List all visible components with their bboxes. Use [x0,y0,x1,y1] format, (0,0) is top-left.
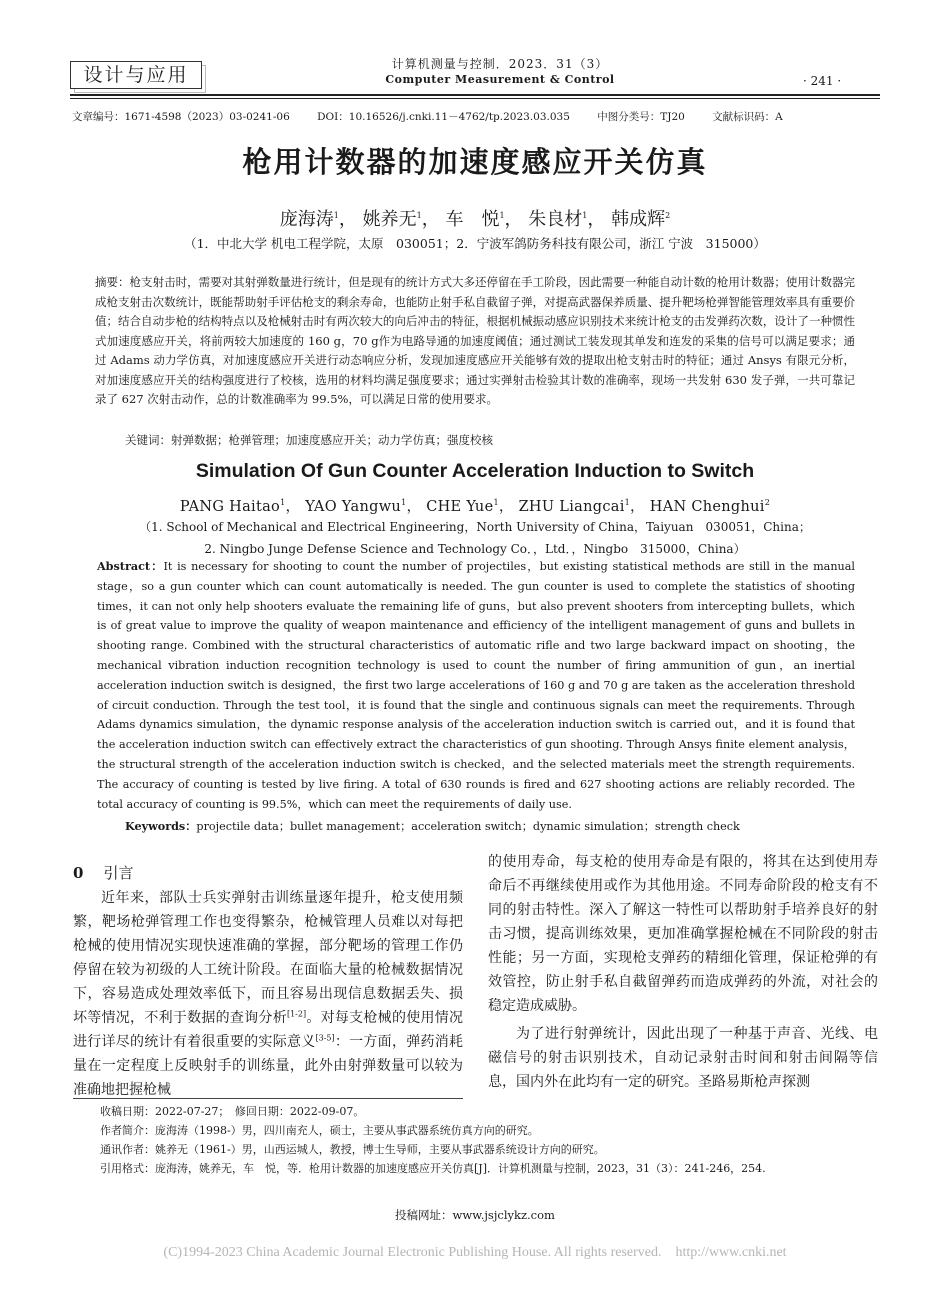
citation-format: 引用格式：庞海涛，姚养无，车 悦，等．枪用计数器的加速度感应开关仿真[J]．计算机测量与控制，2023，31（3）：241-246，254. [100,1162,766,1175]
citation-ref[interactable]: [3-5] [315,1033,335,1043]
keywords-label: Keywords： [125,819,197,833]
affiliation-en-2: 2. Ningbo Junge Defense Science and Technology Co．，Ltd．，Ningbo 315000，China） [204,542,746,556]
author: 朱良材$^1$ [528,209,588,230]
section-badge: 设计与应用 [70,61,202,89]
paragraph: 近年来，部队士兵实弹射击训练量逐年提升，枪支使用频繁，靶场枪弹管理工作也变得繁杂，枪械管理人员难以对每把枪械的使用情况实现快速准确的掌握，部分靶场的管理工作仍停留在较为初级的人工统计阶段。在面临大量的枪械数据情况下，容易造成处理效率低下，而且容易出现信息数据丢失、损坏等情况，不利于数据的查询分析[1-2]。对每支枪械的使用情况进行详尽的统计有着很重要的实际意义[3-5]：一方面，弹药消耗量在一定程度上反映射手的训练量，此外由射弹数量可以较为准确地把握枪械 [73,890,464,1098]
keywords-cn: 关键词：射弹数据；枪弹管理；加速度感应开关；动力学仿真；强度校核 [125,433,493,447]
title-en: Simulation Of Gun Counter Acceleration Induction to Switch [195,460,755,482]
keywords-en-text: projectile data；bullet management；acceleration switch；dynamic simulation；strength check [196,820,740,833]
authors-cn: 庞海涛$^1$， 姚养无$^1$， 车 悦$^1$， 朱良材$^1$， 韩成辉$^2$ [279,209,671,230]
section-title: 引言 [103,864,134,882]
document-code: 文献标识码：A [712,111,783,123]
author-bio: 作者简介：庞海涛（1998-）男，四川南充人，硕士，主要从事武器系统仿真方向的研究。 [100,1124,539,1137]
citation-ref[interactable]: [1-2] [286,1009,307,1019]
paragraph: 为了进行射弹统计，因此出现了一种基于声音、光线、电磁信号的射击识别技术，自动记录射击时间和射击间隔等信息，国内外在此均有一定的研究。圣路易斯枪声探测 [488,1026,878,1090]
author: CHE Yue$^1$ [426,498,499,515]
body-column-right [488,850,878,1094]
footnotes [100,1102,880,1178]
journal-name-en: Computer Measurement & Control [385,73,615,86]
body-column-left [73,860,463,1102]
section-heading [73,860,463,886]
corresponding-author: 通讯作者：姚养无（1961-）男，山西运城人，教授，博士生导师，主要从事武器系统设计方向的研究。 [100,1143,605,1156]
author: YAO Yangwu$^1$ [305,498,407,515]
abstract-cn: 摘要：枪支射击时，需要对其射弹数量进行统计，但是现有的统计方式大多还停留在手工阶段，因此需要一种能自动计数的枪用计数器；使用计数器完成枪支射击次数统计，既能帮助射手评估枪支的剩余寿命，也能防止射手私自截留子弹，对提高武器保养质量、提升靶场枪弹智能管理效率具有重要价值；结合自动步枪的结构特点以及枪械射击时有两次较大的向后冲击的特征，根据机械振动感应识别技术来统计枪支的击发弹药次数，设计了一种惯性式加速度感应开关，将前两较大加速度的 160 g，70 g作为电路导通的加速度阈值；通过测试工装发现其单发和连发的采集的信号可以满足要求；通过 Adams 动力学仿真，对加速度感应开关进行动态响应分析，发现加速度感应开关能够有效的提取出枪支射击时的特征；通过 Ansys 有限元分析，对加速度感应开关的结构强度进行了校核，选用的材料均满足强度要求；通过实弹射击检验其计数的准确率，现场一共发射 630 发子弹，一共可靠记录了 627 次射击动作，总的计数准确率为 99.5%，可以满足日常的使用要求。 [95,275,855,406]
header-rule-thin [70,98,880,99]
copyright-watermark: (C)1994-2023 China Academic Journal Electronic Publishing House. All rights reserved. http://www.cnki.net [163,1245,787,1260]
submission-website[interactable]: 投稿网址：www.jsjclykz.com [395,1208,555,1222]
author: 庞海涛$^1$ [279,209,339,230]
doi: DOI：10.16526/j.cnki.11－4762/tp.2023.03.035 [317,111,570,123]
author: 姚养无$^1$ [362,209,422,230]
affiliation-en-1: （1. School of Mechanical and Electrical Engineering，North University of China，Taiyuan 030051，China； [139,520,811,534]
footnote-rule [73,1098,463,1099]
section-number: 0 [73,864,84,882]
author: PANG Haitao$^1$ [179,498,286,515]
page-number: · 241 · [803,74,842,88]
received-date: 收稿日期：2022-07-27； 修回日期：2022-09-07。 [100,1105,365,1118]
header-rule [70,94,880,96]
article-number: 文章编号：1671-4598（2023）03-0241-06 [72,111,290,123]
author: 车 悦$^1$ [445,209,505,230]
title-cn: 枪用计数器的加速度感应开关仿真 [242,145,708,179]
author: ZHU Liangcai$^1$ [518,498,631,515]
abstract-en-text: It is necessary for shooting to count the number of projectiles，but existing statistical methods are still in the manual stage，so a gun counter which can count automatically is needed. The gun counter is used to complete the statistics of shooting times，it can not only help shooters evaluate the remaining life of guns，but also prevent shooters from intercepting bullets，which is of great value to improve the quality of weapon maintenance and efficiency of the intelligent management of guns and bullets in shooting range. Combined with the structural characteristics of automatic rifle and two large backward impact on shooting，the mechanical vibration induction recognition technology is used to count the number of firing ammunition of gun，an inertial acceleration induction switch is designed，the first two large accelerations of 160 g and 70 g are taken as the acceleration threshold of circuit conduction. Through the test tool，it is found that the single and continuous signals can meet the requirements. Through Adams dynamics simulation，the dynamic response analysis of the acceleration induction switch is carried out，and it is found that the acceleration induction switch can effectively extract the characteristics of gun shooting. Through Ansys finite element analysis，the structural strength of the acceleration induction switch is checked，and the selected materials meet the strength requirements. The accuracy of counting is tested by live firing. A total of 630 rounds is fired and 627 shooting actions are reliably recorded. The total accuracy of counting is 99.5%，which can meet the requirements of daily use. [97,560,856,811]
clc-number: 中图分类号：TJ20 [597,111,685,123]
abstract-en [97,557,855,814]
journal-name-cn: 计算机测量与控制．2023．31（3） [391,57,609,71]
article-meta [72,109,880,124]
authors-en: PANG Haitao$^1$， YAO Yangwu$^1$， CHE Yue$^1$， ZHU Liangcai$^1$， HAN Chenghui$^2$ [179,498,771,515]
abstract-label: Abstract： [97,559,164,573]
author: HAN Chenghui$^2$ [649,498,771,515]
keywords-en [125,818,855,834]
affiliation-cn: （1．中北大学 机电工程学院，太原 030051；2．宁波军鸽防务科技有限公司，浙江 宁波 315000） [184,236,766,251]
author: 韩成辉$^2$ [611,209,671,230]
paragraph: 的使用寿命，每支枪的使用寿命是有限的，将其在达到使用寿命后不再继续使用或作为其他用途。不同寿命阶段的枪支有不同的射击特性。深入了解这一特性可以帮助射手培养良好的射击习惯，提高训练效果，更加准确掌握枪械在不同阶段的射击性能；另一方面，实现枪支弹药的精细化管理，保证枪弹的有效管控，防止射手私自截留弹药而造成弹药的外流，对社会的稳定造成威胁。 [488,854,878,1014]
